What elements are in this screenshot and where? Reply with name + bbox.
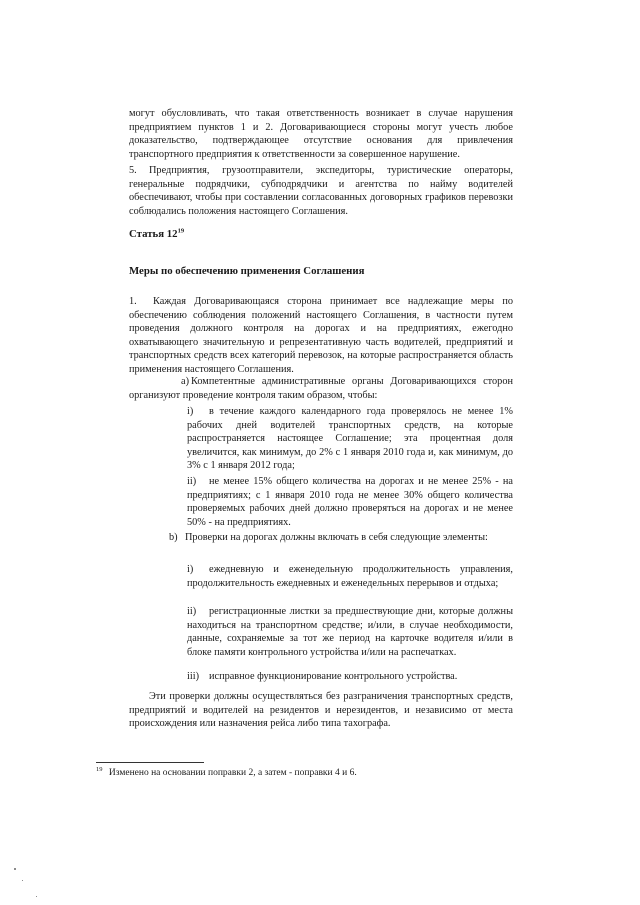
item-b-subitem-2 — [187, 605, 513, 659]
paragraph-intro: могут обусловливать, что такая ответственность возникает в случае нарушения предприятием пунктов 1 и 2. Договаривающиеся стороны могут учесть любое доказательство, подтверждающее отсутствие основания для привлечения транспортного предприятия к ответственности за совершенное нарушение. — [129, 108, 513, 160]
article-title: Статья 12 — [129, 228, 178, 240]
item-b-subitem-1 — [187, 563, 513, 590]
closing-paragraph: Эти проверки должны осуществляться без разграничения транспортных средств, предприятий и водителей на резидентов и нерезидентов, и независимо от места происхождения или назначения рейса либо типа тахографа. — [129, 691, 513, 730]
item-b — [129, 531, 513, 545]
item-a — [129, 375, 513, 402]
section-title: Меры по обеспечению применения Соглашения — [129, 265, 365, 277]
subitem-label: iii) — [187, 671, 200, 682]
footnote-number: 19 — [96, 765, 103, 773]
article-heading — [129, 228, 184, 242]
item-a-subitem-2 — [187, 475, 513, 529]
scan-speck — [14, 868, 16, 870]
paragraph-1-text: Каждая Договаривающаяся сторона принимает все надлежащие меры по обеспечению соблюдения положений настоящего Соглашения, в частности путем проведения должного контроля на дорогах и на предприятиях, ежегодно охватывающего значительную и репрезентативную часть водителей, предприятий и транспортных средств всех категорий перевозок, на которые распространяется область применения настоящего Соглашения. — [129, 296, 513, 375]
item-b-subitem-3 — [187, 670, 513, 684]
scan-speck — [22, 880, 23, 881]
footnote-divider — [96, 762, 204, 763]
paragraph-1 — [129, 295, 513, 377]
article-footnote-ref: 19 — [177, 227, 185, 235]
subitem-text: не менее 15% общего количества на дорогах и не менее 25% - на предприятиях; с 1 января 2010 года не менее 30% общего количества проверяемых рабочих дней должно проверяться на дорогах и не менее 50% - на предприятиях. — [187, 476, 513, 528]
subitem-label: i) — [187, 406, 194, 417]
paragraph-1-number: 1. — [129, 296, 137, 307]
item-b-text: Проверки на дорогах должны включать в себя следующие элементы: — [185, 532, 488, 543]
subitem-text: исправное функционирование контрольного устройства. — [209, 671, 458, 682]
subitem-label: ii) — [187, 476, 197, 487]
paragraph-5-number: 5. — [129, 165, 137, 176]
item-a-subitem-1 — [187, 405, 513, 473]
subitem-text: регистрационные листки за предшествующие дни, которые должны находиться на транспортном средстве; и/или, в случае необходимости, данные, сохраняемые за тот же период на карточке водителя и/или в блоке памяти контрольного устройства и/или на распечатках. — [187, 606, 513, 658]
subitem-text: в течение каждого календарного года проверялось не менее 1% рабочих дней водителей транспортных средств, на которые распространяется настоящее Соглашение; эта процентная доля увеличится, как минимум, до 2% с 1 января 2010 года и, как минимум, до 3% с 1 января 2012 года; — [187, 406, 513, 472]
subitem-text: ежедневную и еженедельную продолжительность управления, продолжительность ежедневных и еженедельных перерывов и отдыха; — [187, 564, 513, 589]
subitem-label: ii) — [187, 606, 197, 617]
scan-speck — [36, 896, 37, 897]
footnote — [96, 765, 357, 778]
paragraph-5-text: Предприятия, грузоотправители, экспедиторы, туристические операторы, генеральные подрядчики, субподрядчики и агентства по найму водителей обеспечивают, чтобы при составлении согласованных договорных графиков перевозки соблюдались положения настоящего Соглашения. — [129, 165, 513, 217]
paragraph-5 — [129, 164, 513, 218]
item-b-label: b) — [169, 532, 178, 543]
item-a-text: Компетентные административные органы Договаривающихся сторон организуют проведение контроля таким образом, чтобы: — [129, 376, 513, 401]
footnote-text: Изменено на основании поправки 2, а затем - поправки 4 и 6. — [108, 768, 357, 778]
subitem-label: i) — [187, 564, 194, 575]
item-a-label: a) — [181, 376, 189, 387]
